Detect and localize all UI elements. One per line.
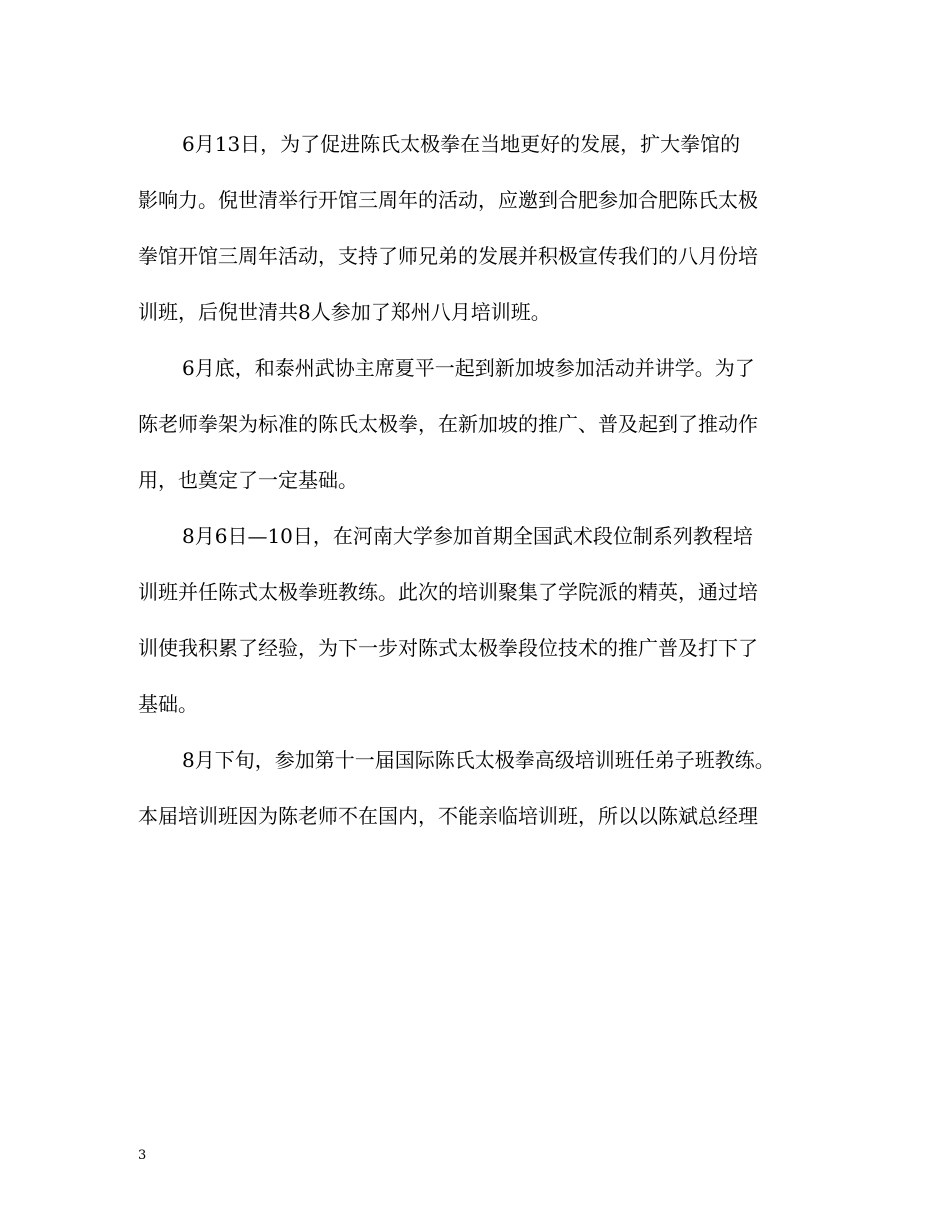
document-body [138, 120, 818, 848]
paragraph-line: 拳馆开馆三周年活动，支持了师兄弟的发展并积极宣传我们的八月份培 [138, 244, 758, 268]
paragraph-line: 训班，后倪世清共8人参加了郑州八月培训班。 [138, 300, 551, 324]
paragraph-line: 训使我积累了经验，为下一步对陈式太极拳段位技术的推广普及打下了 [138, 636, 758, 660]
paragraph-line: 陈老师拳架为标准的陈氏太极拳，在新加坡的推广、普及起到了推动作 [138, 412, 758, 436]
paragraph-line: 8月6日—10日，在河南大学参加首期全国武术段位制系列教程培 [182, 524, 753, 548]
page-number: 3 [138, 1148, 147, 1163]
paragraph-line: 6月底，和泰州武协主席夏平一起到新加坡参加活动并讲学。为了 [182, 356, 755, 380]
paragraph-line: 用，也奠定了一定基础。 [138, 468, 358, 492]
paragraph-line: 影响力。倪世清举行开馆三周年的活动，应邀到合肥参加合肥陈氏太极 [138, 188, 758, 212]
paragraph-line: 基础。 [138, 692, 198, 716]
paragraph-line: 8月下旬，参加第十一届国际陈氏太极拳高级培训班任弟子班教练。 [182, 748, 775, 772]
paragraph-line: 训班并任陈式太极拳班教练。此次的培训聚集了学院派的精英，通过培 [138, 580, 758, 604]
paragraph-line: 本届培训班因为陈老师不在国内，不能亲临培训班，所以以陈斌总经理 [138, 804, 758, 828]
paragraph-line: 6月13日，为了促进陈氏太极拳在当地更好的发展，扩大拳馆的 [182, 132, 741, 156]
